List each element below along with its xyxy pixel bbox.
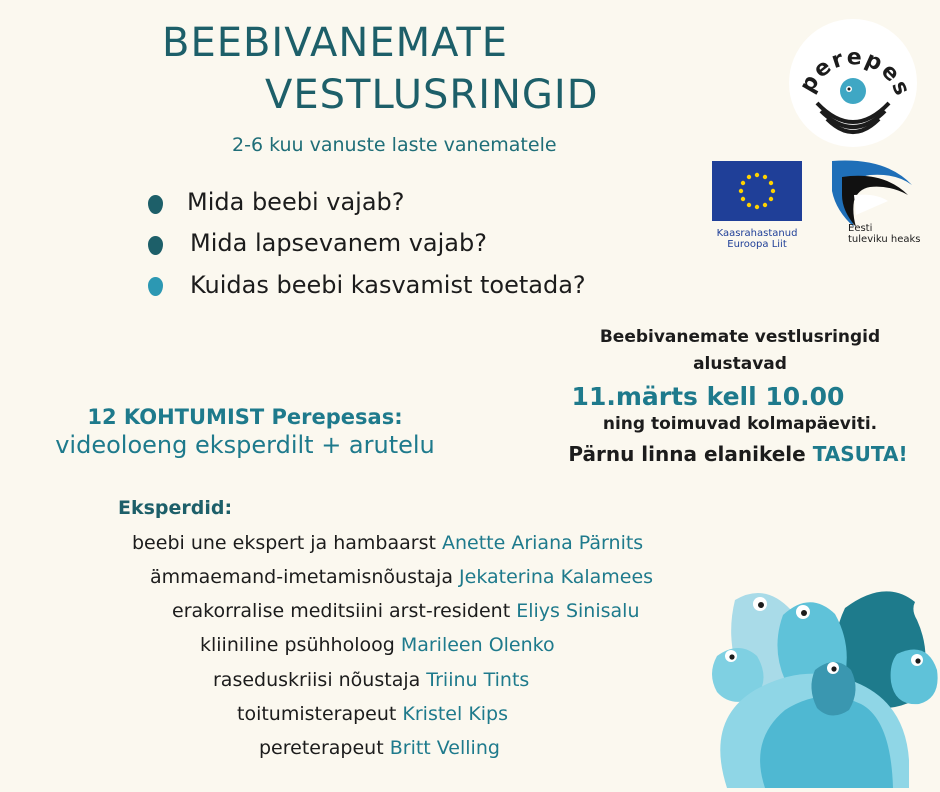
expert-name: Anette Ariana Pärnits: [441, 532, 644, 554]
eu-logo-text-2: Euroopa Liit: [727, 239, 787, 250]
expert-name: Britt Velling: [389, 737, 500, 759]
expert-role: kliiniline psühholoog: [200, 634, 401, 656]
meetings-block: [20, 405, 470, 459]
expert-role: raseduskriisi nõustaja: [213, 669, 427, 691]
expert-role: beebi une ekspert ja hambaarst: [132, 532, 442, 554]
bullet-dot-icon: [148, 277, 163, 296]
perepesa-logo-icon: [789, 19, 917, 147]
eu-flag-icon: [712, 161, 802, 221]
birds-icon: [705, 570, 940, 788]
schedule-line-3: ning toimuvad kolmapäeviti.: [602, 414, 878, 434]
perepesa-logo-text: perepes: [795, 45, 916, 101]
expert-name: Kristel Kips: [402, 703, 509, 725]
expert-row: [150, 566, 653, 588]
eu-logo-text-1: Kaasrahastanud: [716, 228, 798, 239]
schedule-free-prefix: Pärnu linna elanikele: [568, 442, 813, 466]
meetings-line-1: 12 KOHTUMIST Perepesas:: [87, 405, 403, 429]
schedule-block: [540, 327, 940, 466]
expert-role: ämmaemand-imetamisnõustaja: [150, 566, 460, 588]
expert-name: Jekaterina Kalamees: [459, 566, 654, 588]
estonia-logo-text-1: Eesti: [848, 223, 873, 234]
expert-name: Marileen Olenko: [400, 634, 555, 656]
eu-logo: [712, 161, 802, 250]
expert-row: [132, 532, 643, 554]
expert-role: erakorralise meditsiini arst-resident: [172, 600, 517, 622]
meetings-line-2: videoloeng eksperdilt + arutelu: [55, 431, 435, 459]
estonia-logo-text-2: tuleviku heaks: [848, 234, 921, 245]
bird-illustration: [705, 570, 940, 788]
title-line-1: BEEBIVANEMATE: [162, 20, 509, 66]
expert-row: [213, 669, 529, 691]
expert-name: Triinu Tints: [426, 669, 530, 691]
estonia-logo: [826, 155, 921, 245]
perepesa-logo: [789, 19, 917, 147]
expert-name: Eliys Sinisalu: [516, 600, 640, 622]
question-item: Kuidas beebi kasvamist toetada?: [190, 271, 586, 299]
schedule-date: 11.märts kell 10.00: [571, 382, 845, 411]
question-item: Mida beebi vajab?: [187, 188, 405, 216]
experts-heading: Eksperdid:: [118, 497, 233, 519]
bullet-dot-icon: [148, 195, 163, 214]
bullet-dot-icon: [148, 236, 163, 255]
subtitle: 2-6 kuu vanuste laste vanematele: [232, 134, 557, 156]
expert-row: [172, 600, 640, 622]
expert-row: [200, 634, 555, 656]
estonia-swallow-icon: [826, 155, 918, 227]
expert-role: toitumisterapeut: [237, 703, 403, 725]
expert-role: pereterapeut: [259, 737, 390, 759]
schedule-free: [536, 442, 940, 466]
title-line-2: VESTLUSRINGID: [265, 72, 599, 118]
expert-row: [259, 737, 500, 759]
schedule-free-word: TASUTA!: [812, 442, 908, 466]
expert-row: [237, 703, 508, 725]
schedule-line-2: alustavad: [693, 354, 787, 374]
schedule-line-1: Beebivanemate vestlusringid: [599, 327, 881, 347]
question-item: Mida lapsevanem vajab?: [190, 229, 487, 257]
